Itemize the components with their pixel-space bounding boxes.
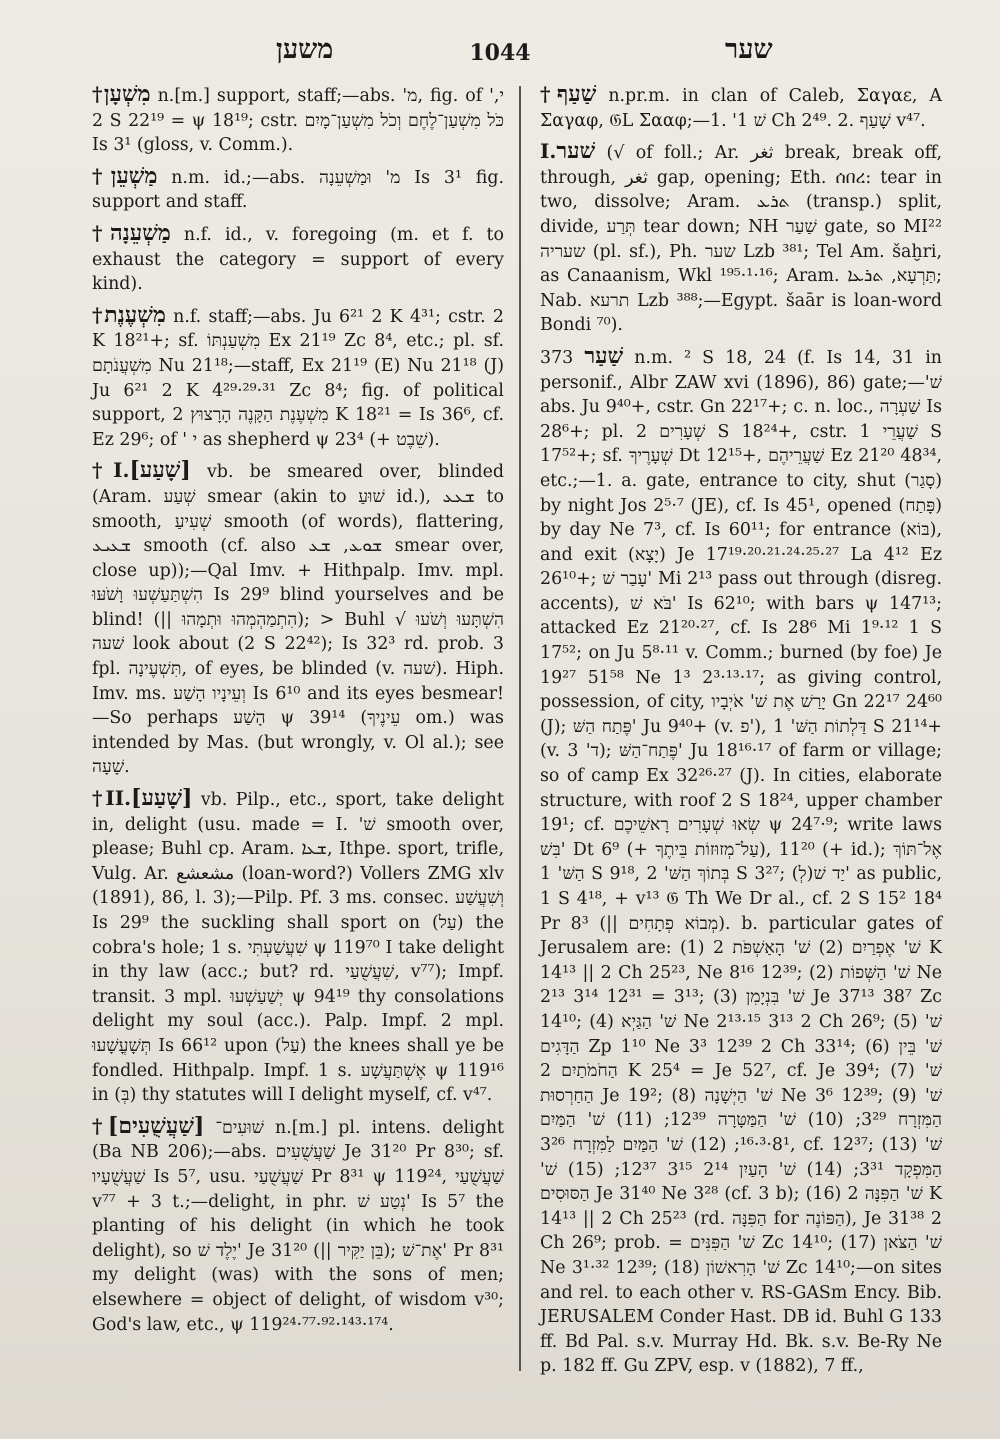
entry-shaa-1 (92, 458, 504, 780)
entry-shaaf (540, 82, 942, 133)
dagger-mark: † (92, 302, 105, 327)
headword: [שָׁעַע] (131, 785, 193, 812)
running-head-right: שער (725, 34, 773, 65)
dagger-mark: †II. (92, 786, 132, 811)
entry-text: vb. Pilp., etc., sport, take delight in, delight (usu. made = I. 'שׁ smooth over, please; Buhl cp. Aram. ܫܥܐ, Ithpe. sport, trifle, Vulg. Ar. مشعشع (loan-word?) Vollers ZMG xlv (1891), 86, l. 3);—Pilp. Pf. 3 ms. consec. וְשִׁעֲשַׁע Is 29⁹ the suckling shall sport on (עַל) the cobra's hole; 1 s. שִׁעֲשַׁעְתִּי ψ 119⁷⁰ I take delight in thy law (acc.; but? rd. שִׁעֲשֻׁעַי, v⁷⁷); Impf. transit. 3 mpl. יְשַׁעַשְׁעוּ ψ 94¹⁹ thy consolations delight my soul (acc.). Palp. Impf. 2 mpl. תְּשָׁעֳשָׁעוּ Is 66¹² upon (עַל) the knees shall ye be fondled. Hithpalp. Impf. 1 s. אֶשְׁתַּעֲשָׁע ψ 119¹⁶ in (בְּ) thy statutes will I delight myself, cf. v⁴⁷. (92, 790, 505, 1106)
entry-text: vb. be smeared over, blinded (Aram. שְׁעַע smear (akin to שׁוּעַ id.), ܫܥܥ to smooth, שְׁעִיעַ smooth (of words), flattering, ܫܥܝܥ smooth (cf. also ܫܘܥ, ܫܥ smear over, close up));—Qal Imv. + Hithpalp. Imv. mpl. הִשְׁתַּעַשְׁעוּ וָשֹׁעּוּ Is 29⁹ blind yourselves and be blind! (|| הִתְמַהְמְהוּ וּתְמָהוּ); > Buhl הִשְׁתָּעוּ וְשֹׁעוּ √ שׁעה look about (2 S 22⁴²); Is 32³ rd. prob. 3 fpl. תִּשְׁעֶינָה, of eyes, be blinded (v. שׁעה). Hiph. Imv. ms. וְעֵינָיו הָשַׁע Is 6¹⁰ and its eyes besmear!—So perhaps הָשַׁע ψ 39¹⁴ (עֵינֶיךָ om.) was intended by Mas. (but wrongly, v. Ol al.); see שָׁעָה. (92, 462, 505, 778)
headword: מִשְׁעֶנֶת (104, 301, 166, 328)
entry-mashenah (92, 221, 504, 297)
entry-root-shaar (540, 139, 942, 338)
headword: [שַׁעֲשֻׁעִים] (107, 1112, 205, 1139)
running-head-left: משען (276, 34, 334, 65)
entry-text: n.[m.] support, staff;—abs. 'מ, fig. of ',י 2 S 22¹⁹ = ψ 18¹⁹; cstr. כֹּל מִשְׁעַן־לֶחֶם וְכֹל מִשְׁעַן־מָיִם Is 3¹ (gloss, v. Comm.). (92, 86, 504, 156)
entry-mishan (92, 82, 504, 158)
headword: מַשְׁעֵנָה (109, 219, 171, 246)
entry-mashen (92, 164, 504, 215)
entry-text: n.f. id., v. foregoing (m. et f. to exhaust the category = support of every kind). (92, 224, 505, 295)
dagger-mark: † (92, 82, 104, 106)
entry-shaashuim (92, 1114, 504, 1337)
dagger-mark: † (92, 1113, 108, 1138)
entry-text: n.m. id.;—abs. מ' וּמַשְׁעֵנָה Is 3¹ fig. support and staff. (92, 167, 504, 213)
entry-shaa-2 (92, 786, 504, 1108)
right-column (540, 82, 942, 1385)
entry-shaar-gate (540, 344, 942, 1379)
headword: שַׁעַף (556, 81, 597, 107)
left-column (92, 82, 504, 1343)
dagger-mark: †I. (92, 458, 130, 483)
entry-text: 373 n.m. ² S 18, 24 (f. Is 14, 31 in personif., Albr ZAW xvi (1896), 86) gate;—'שׁ abs. Ju 9⁴⁰+, cstr. Gn 22¹⁷+; c. n. loc., שַׁעְרָה Is 28⁶+; pl. שְׁעָרִים 2 S 18²⁴+, cstr. שַׁעֲרֵי 1 S 17⁵²+; sf. שְׁעָרֶיךָ Dt 12¹⁵+, שַׁעֲרֵיהֶם Ez 21²⁰ 48³⁴, etc.;—1. a. gate, entrance to city, shut (סָגַר) by night Jos 2⁵·⁷ (JE), cf. Is 45¹, opened (פָּתַח) by day Ne 7³, cf. Is 60¹¹; for entrance (בּוֹא), and exit (יָצָא) Je 17¹⁹·²⁰·²¹·²⁴·²⁵·²⁷ La 4¹² Ez 26¹⁰+; עָבַר שׁ' Mi 2¹³ pass out through (disreg. accents), בֹּא שׁ' Is 62¹⁰; with bars ψ 147¹³; attacked Ez 21²⁰·²⁷, cf. Is 28⁶ Mi 1⁹·¹² 1 S 17⁵²; on Ju 5⁸·¹¹ v. Comm.; burned (by foe) Je 19²⁷ 51⁵⁸ Ne 1³ 2³·¹³·¹⁷; as giving control, possession, of city, יָרַשׁ אֶת שׁ' אֹיְבָיו Gn 22¹⁷ 24⁶⁰ (J); פֶּתַח הַשּׁ' Ju 9⁴⁰+ (v. פ'), דַּלְתוֹת הַשּׁ' 1 S 21¹⁴+ (v. ד' 3); פֶּתַח־הַשּׁ' Ju 18¹⁶·¹⁷ of farm or village; so of camp Ex 32²⁶·²⁷ (J). In cities, elaborate structure, with roof 2 S 18²⁴, upper chamber 19¹; cf. שְׂאוּ שְׁעָרִים רָאשֵׁיכֶם ψ 24⁷·⁹; write laws בִּשׁ' Dt 6⁹ (+ עַל־מְזוּזוֹת בֵּיתֶךָ), 11²⁰ (+ id.); אֶל־תּוֹךְ הַשּׁ' 1 S 9¹⁸, בְּתוֹךְ הַשּׁ' 2 S 3²⁷; (לְ)יַד שׁ' as public, 1 S 4¹⁸, + v¹³ 𝔊 Th We Dr al., cf. 2 S 15² 18⁴ Pr 8³ (|| מְבוֹא פְתָחִים). b. particular gates of Jerusalem are: (1) שׁ' אֶפְרַיִם (2) שׁ' הָאַשְׁפֹּת 2 K 14¹³ || 2 Ch 25²³, Ne 8¹⁶ 12³⁹; (2) שׁ' הַשְּׁפוֹת Ne 2¹³ 3¹⁴ 12³¹ = 3¹³; (3) שׁ' בִּנְיָמִן Je 37¹³ 38⁷ Zc 14¹⁰; (4) שׁ' הַגַּיְא Ne 2¹³·¹⁵ 3¹³ 2 Ch 26⁹; (5) שׁ' הַדָּגִים Zp 1¹⁰ Ne 3³ 12³⁹ 2 Ch 33¹⁴; (6) שׁ' בֵּין הַחֹמֹתַיִם 2 K 25⁴ = Je 52⁷, cf. Je 39⁴; (7) שׁ' הַחַרְסוּת Je 19²; (8) שׁ' הַיְשָׁנָה Ne 3⁶ 12³⁹; (9) שׁ' הַמִּזְרָח 3²⁹; (10) שׁ' הַמַּטָּרָה 12³⁹; (11) שׁ' הַמַּיִם 8¹·³·¹⁶; (12) שׁ' הַמַּיִם לַמִּזְרָח 3²⁶, cf. 12³⁷; (13) שׁ' הַמִּפְקָד 3³¹; (14) שׁ' הָעַיִן 2¹⁴ 3¹⁵ 12³⁷; (15) שׁ' הַסּוּסִים Je 31⁴⁰ Ne 3²⁸ (cf. 3 b); (16) שׁ' הַפִּנָּה 2 K 14¹³ || 2 Ch 25²³ (rd. הַפִּנָּה for הַפּוֹנֶה), Je 31³⁸ 2 Ch 26⁹; prob. = שׁ' הַפִּנִּים Zc 14¹⁰; (17) שׁ' הַצֹּאן Ne 3¹·³² 12³⁹; (18) שׁ' הָרִאשׁוֹן Zc 14¹⁰;—on sites and rel. to each other v. RS-GASm Ency. Bib. JERUSALEM Conder Hast. DB id. Buhl G 133 ff. Bd Pal. s.v. Murray Hd. Bk. s.v. Be-Ry Ne p. 182 ff. Gu ZPV, esp. v (1882), 7 ff., (540, 347, 943, 1377)
headword: [שָׁעַע] (129, 457, 191, 484)
headword: מִשְׁעָן (103, 81, 151, 107)
entry-mishenet (92, 303, 504, 453)
entry-text: n.pr.m. in clan of Caleb, Σαγαε, A Σαγαφ, 𝔊L Σααφ;—1. 'שׁ 1 Ch 2⁴⁹. 2. שָׁעַף v⁴⁷. (540, 86, 942, 131)
dagger-mark: † (540, 82, 557, 106)
dagger-mark: I. (540, 139, 557, 164)
page-number: 1044 (469, 40, 531, 66)
dagger-mark: † (92, 163, 111, 188)
headword: שׁער (556, 138, 596, 165)
entry-text: n.f. staff;—abs. Ju 6²¹ 2 K 4³¹; cstr. 2 K 18²¹+; sf. מִשְׁעַנְתּוֹ Ex 21¹⁹ Zc 8⁴, etc.; pl. sf. מִשְׁעֲנֹתָם Nu 21¹⁸;—staff, Ex 21¹⁹ (E) Nu 21¹⁸ (J) Ju 6²¹ 2 K 4²⁹·²⁹·³¹ Zc 8⁴; fig. of political support, מִשְׁעֶנֶת הַקָּנֶה הָרָצוּץ 2 K 18²¹ = Is 36⁶, cf. Ez 29⁶; of ' י as shepherd ψ 23⁴ (+ שֵׁבֶט). (92, 306, 505, 450)
headword: שַׁעַר (584, 342, 624, 369)
dagger-mark: † (92, 220, 110, 245)
entry-text: שׁוּעִים־ n.[m.] pl. intens. delight (Ba NB 206);—abs. שַׁעֲשֻׁעִים Je 31²⁰ Pr 8³⁰; sf. שַׁעֲשֻׁעָיו Is 5⁷, usu. שַׁעֲשֻׁעַי Pr 8³¹ ψ 119²⁴, שַׁעֲשֻׁעַי v⁷⁷ + 3 t.;—delight, in phr. נְטַע שׁ' Is 5⁷ the planting of his delight (in which he took delight), so יֶלֶד שׁ' Je 31²⁰ (|| בֵּן יַקִּיר); אֶת־שׁ' Pr 8³¹ my delight (was) with the sons of men; elsewhere = object of delight, of wisdom v³⁰; God's law, etc., ψ 119²⁴·⁷⁷·⁹²·¹⁴³·¹⁷⁴. (92, 1117, 505, 1335)
column-divider (519, 86, 521, 1371)
entry-text: (√ of foll.; Ar. ثغر break, break off, through, ثغر gap, opening; Eth. ሰበረ: tear in two, dissolve; Aram. ܬܪܥ (transp.) split, divide, תְּרַע tear down; NH שַׁעַר gate, so MI²² שעריה (pl. sf.), Ph. שער Lzb ³⁸¹; Tel Am. šaḫri, as Canaanism, Wkl ¹⁹⁵·¹·¹⁶; Aram. תַּרְעָא, ܬܪܥܐ; Nab. תרעא Lzb ³⁸⁸;—Egypt. šaār is loan-word Bondi ⁷⁰). (540, 143, 943, 336)
headword: מַשְׁעֵן (110, 162, 158, 189)
